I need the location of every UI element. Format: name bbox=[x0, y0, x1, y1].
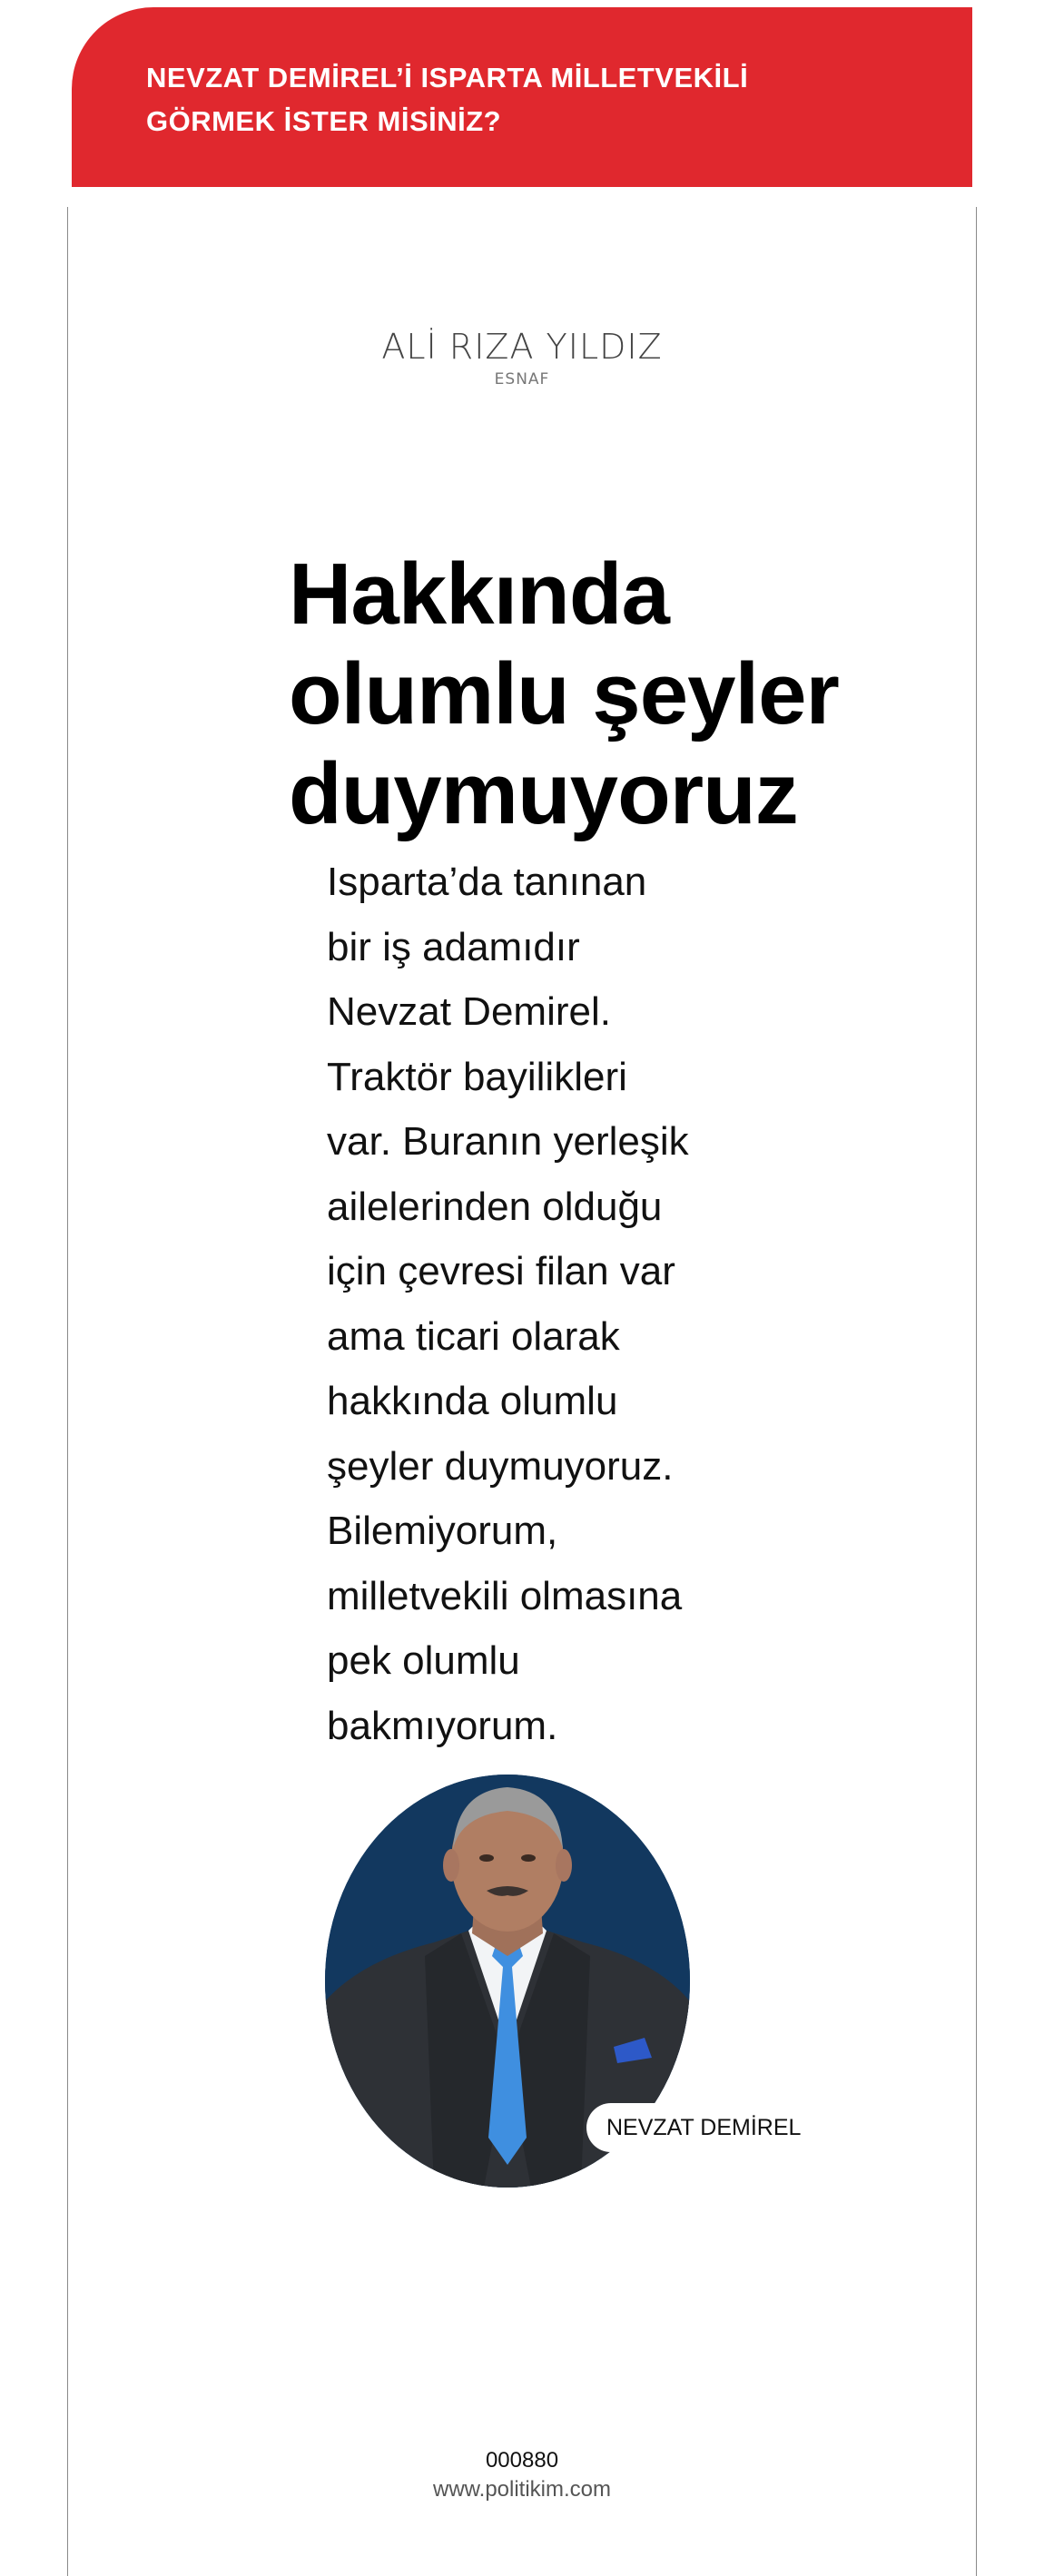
header-banner bbox=[72, 7, 972, 187]
quote-text: Isparta’da tanınan bir iş adamıdır Nevzat Demirel. Traktör bayilikleri var. Buranın yerleşik ailelerinden olduğu için çevresi filan var ama ticari olarak hakkında olumlu şeyler duymuyoruz. Bilemiyorum, milletvekili olmasına pek olumlu bakmıyorum. bbox=[327, 860, 689, 1748]
footer-code: 000880 bbox=[485, 2448, 559, 2473]
headline: Hakkında olumlu şeyler duymuyoruz bbox=[289, 546, 839, 842]
portrait-caption: NEVZAT DEMİREL bbox=[586, 2103, 821, 2152]
footer bbox=[0, 2447, 1044, 2503]
author-role: ESNAF bbox=[494, 370, 550, 388]
footer-url-link[interactable]: www.politikim.com bbox=[432, 2477, 612, 2502]
header-title: NEVZAT DEMİREL’İ ISPARTA MİLLETVEKİLİ GÖRMEK İSTER MİSİNİZ? bbox=[146, 62, 749, 137]
author-name: ALİ RIZA YILDIZ bbox=[381, 327, 663, 367]
author-block bbox=[0, 327, 1044, 388]
